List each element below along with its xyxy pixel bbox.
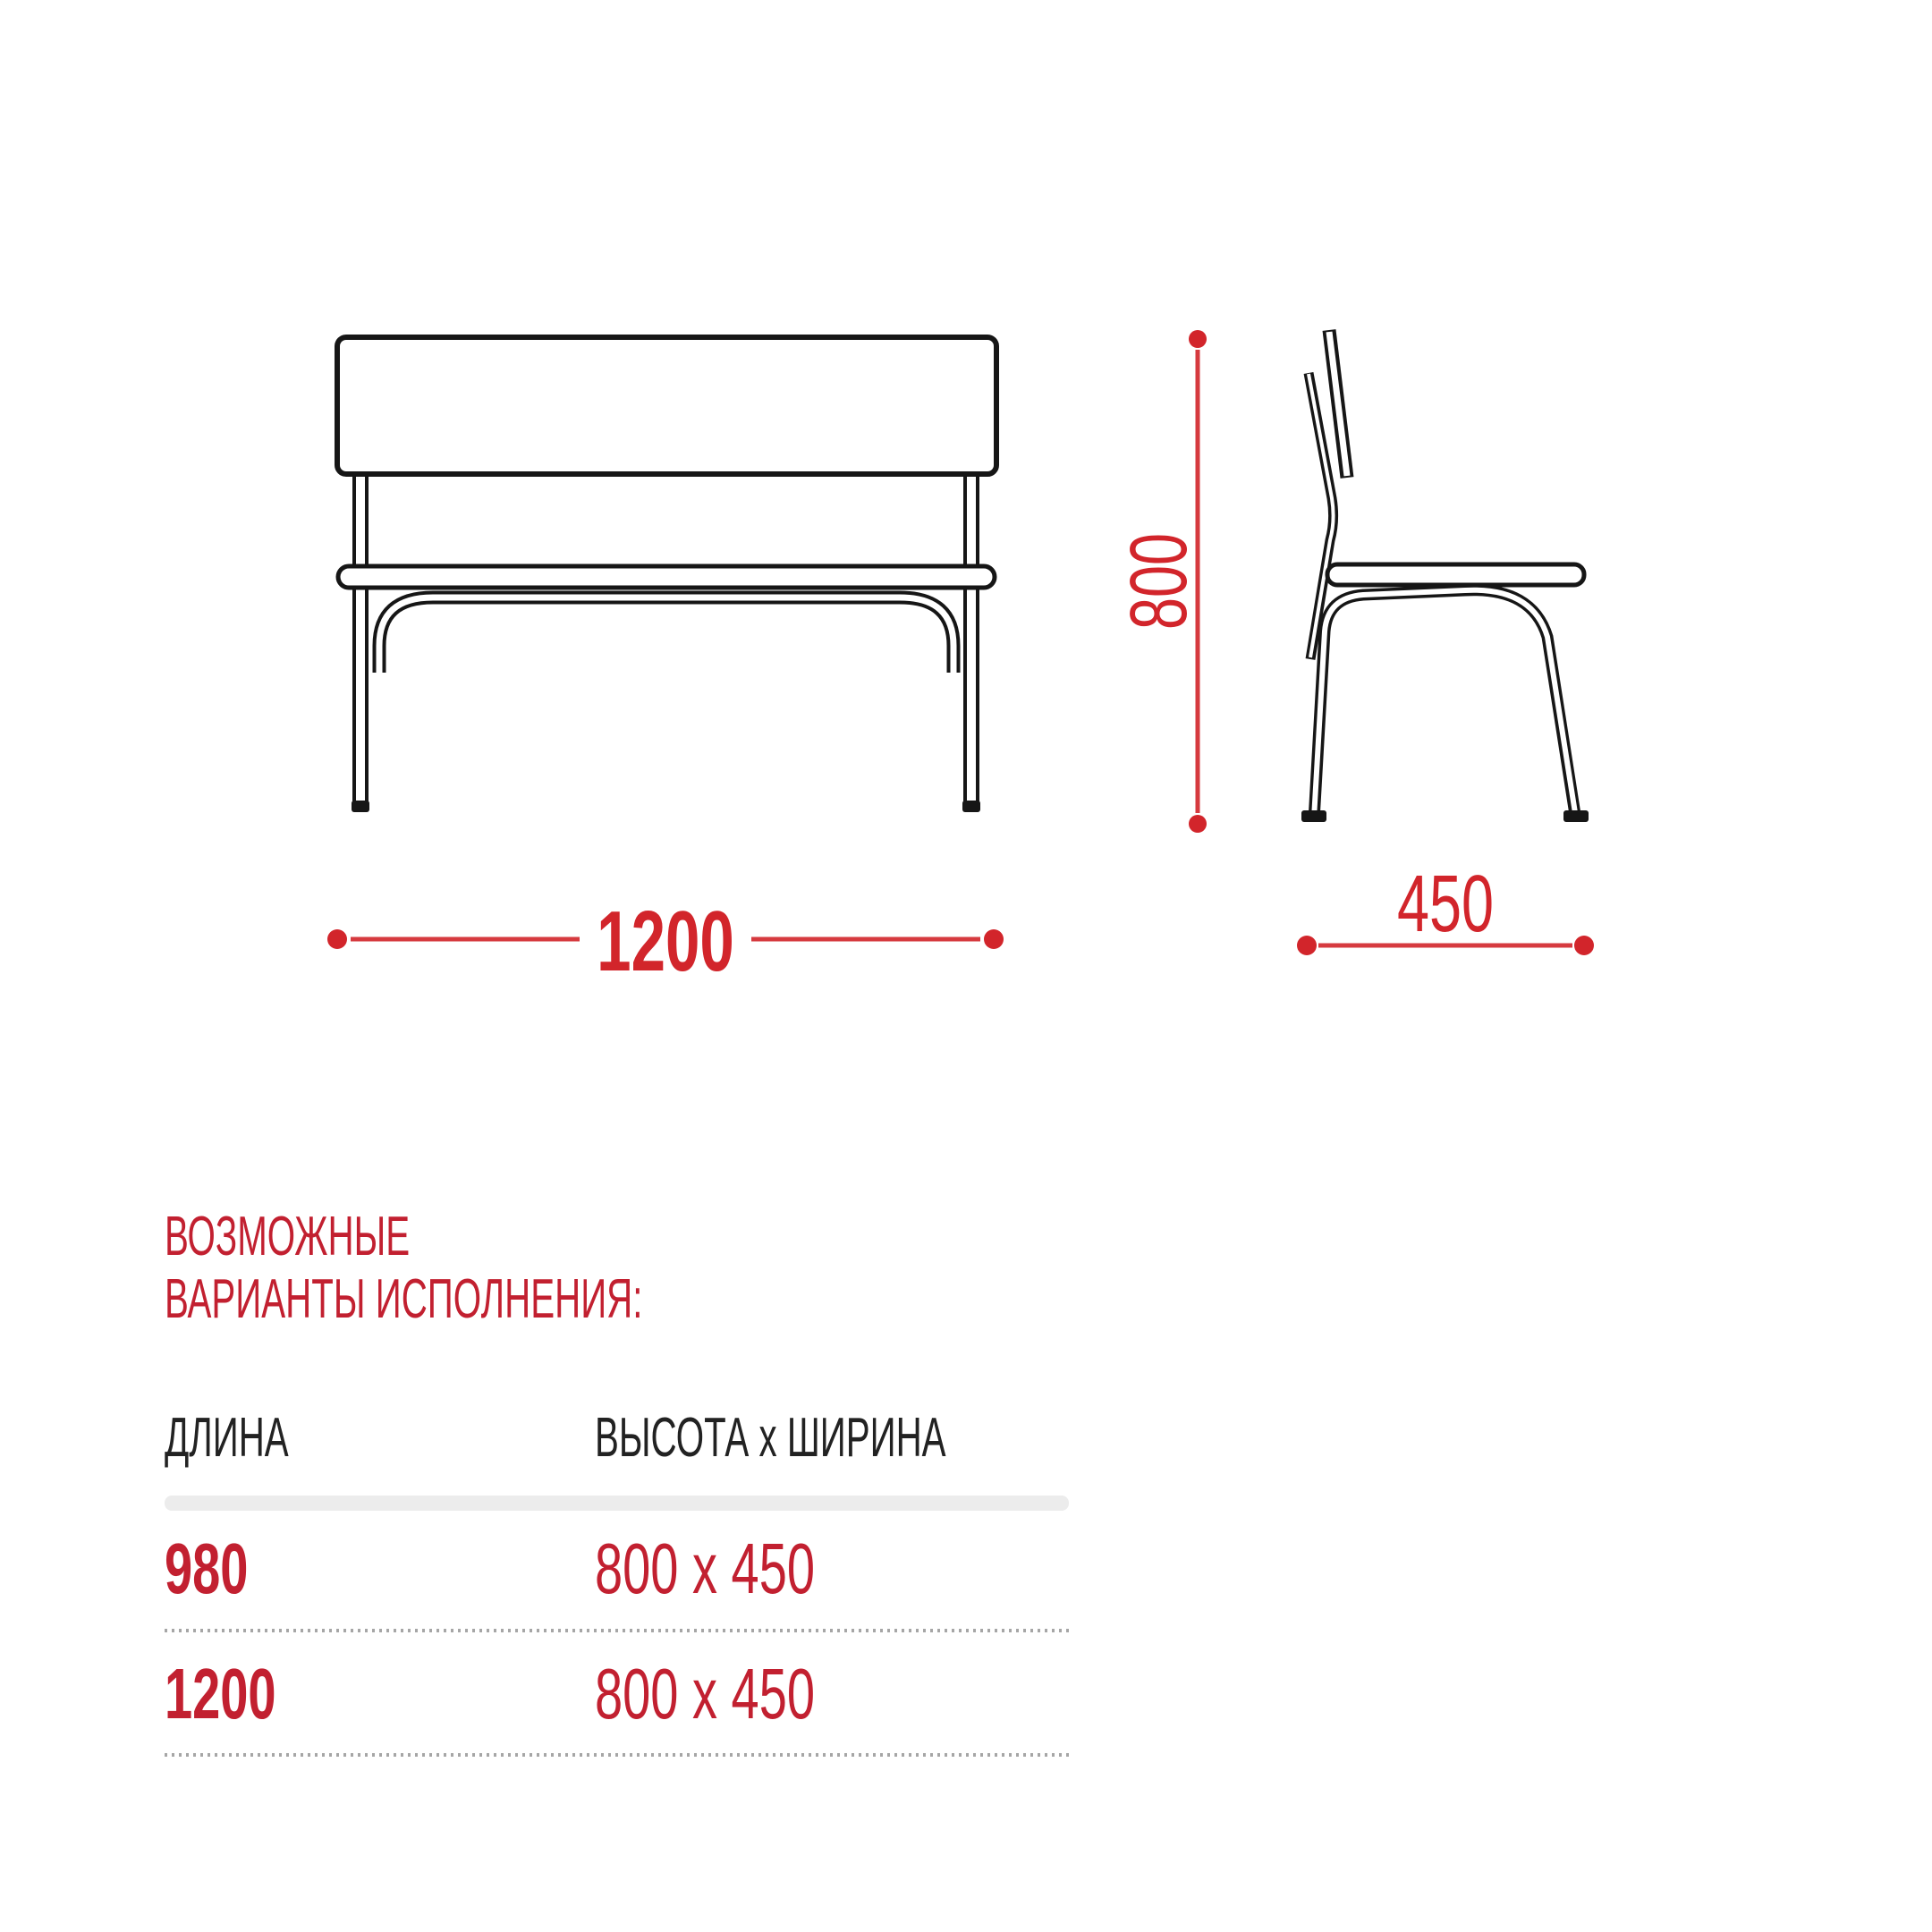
side-seat: [1327, 564, 1584, 585]
row-length-value: 1200: [165, 1654, 276, 1733]
side-height-label: 800: [1113, 532, 1204, 631]
dimension-endpoint-dot: [1297, 936, 1317, 955]
bench-side-view: [1301, 330, 1589, 822]
dimension-side-depth: [1297, 859, 1594, 955]
column-header-dims: ВЫСОТА x ШИРИНА: [595, 1407, 946, 1469]
table-row-divider: [165, 1753, 1069, 1757]
side-depth-label: 450: [1396, 858, 1495, 949]
variants-heading-line2: ВАРИАНТЫ ИСПОЛНЕНИЯ:: [165, 1268, 643, 1330]
dimension-side-height: [1114, 330, 1207, 833]
dimension-endpoint-dot: [1189, 330, 1207, 348]
dimension-endpoint-dot: [1189, 815, 1207, 833]
row-length-value: 980: [165, 1529, 249, 1608]
column-header-length: ДЛИНА: [165, 1407, 289, 1469]
variants-heading-line1: ВОЗМОЖНЫЕ: [165, 1206, 411, 1267]
front-width-label: 1200: [597, 892, 734, 989]
dimension-endpoint-dot: [1574, 936, 1594, 955]
side-leg-tube: [1314, 590, 1576, 820]
row-dims-value: 800 x 450: [595, 1529, 815, 1608]
table-header-bar: [165, 1496, 1069, 1511]
table-row-divider: [165, 1629, 1069, 1632]
side-rear-foot: [1301, 810, 1326, 822]
variants-table: [165, 0, 1069, 1932]
row-dims-value: 800 x 450: [595, 1654, 815, 1733]
side-front-foot: [1563, 810, 1589, 822]
